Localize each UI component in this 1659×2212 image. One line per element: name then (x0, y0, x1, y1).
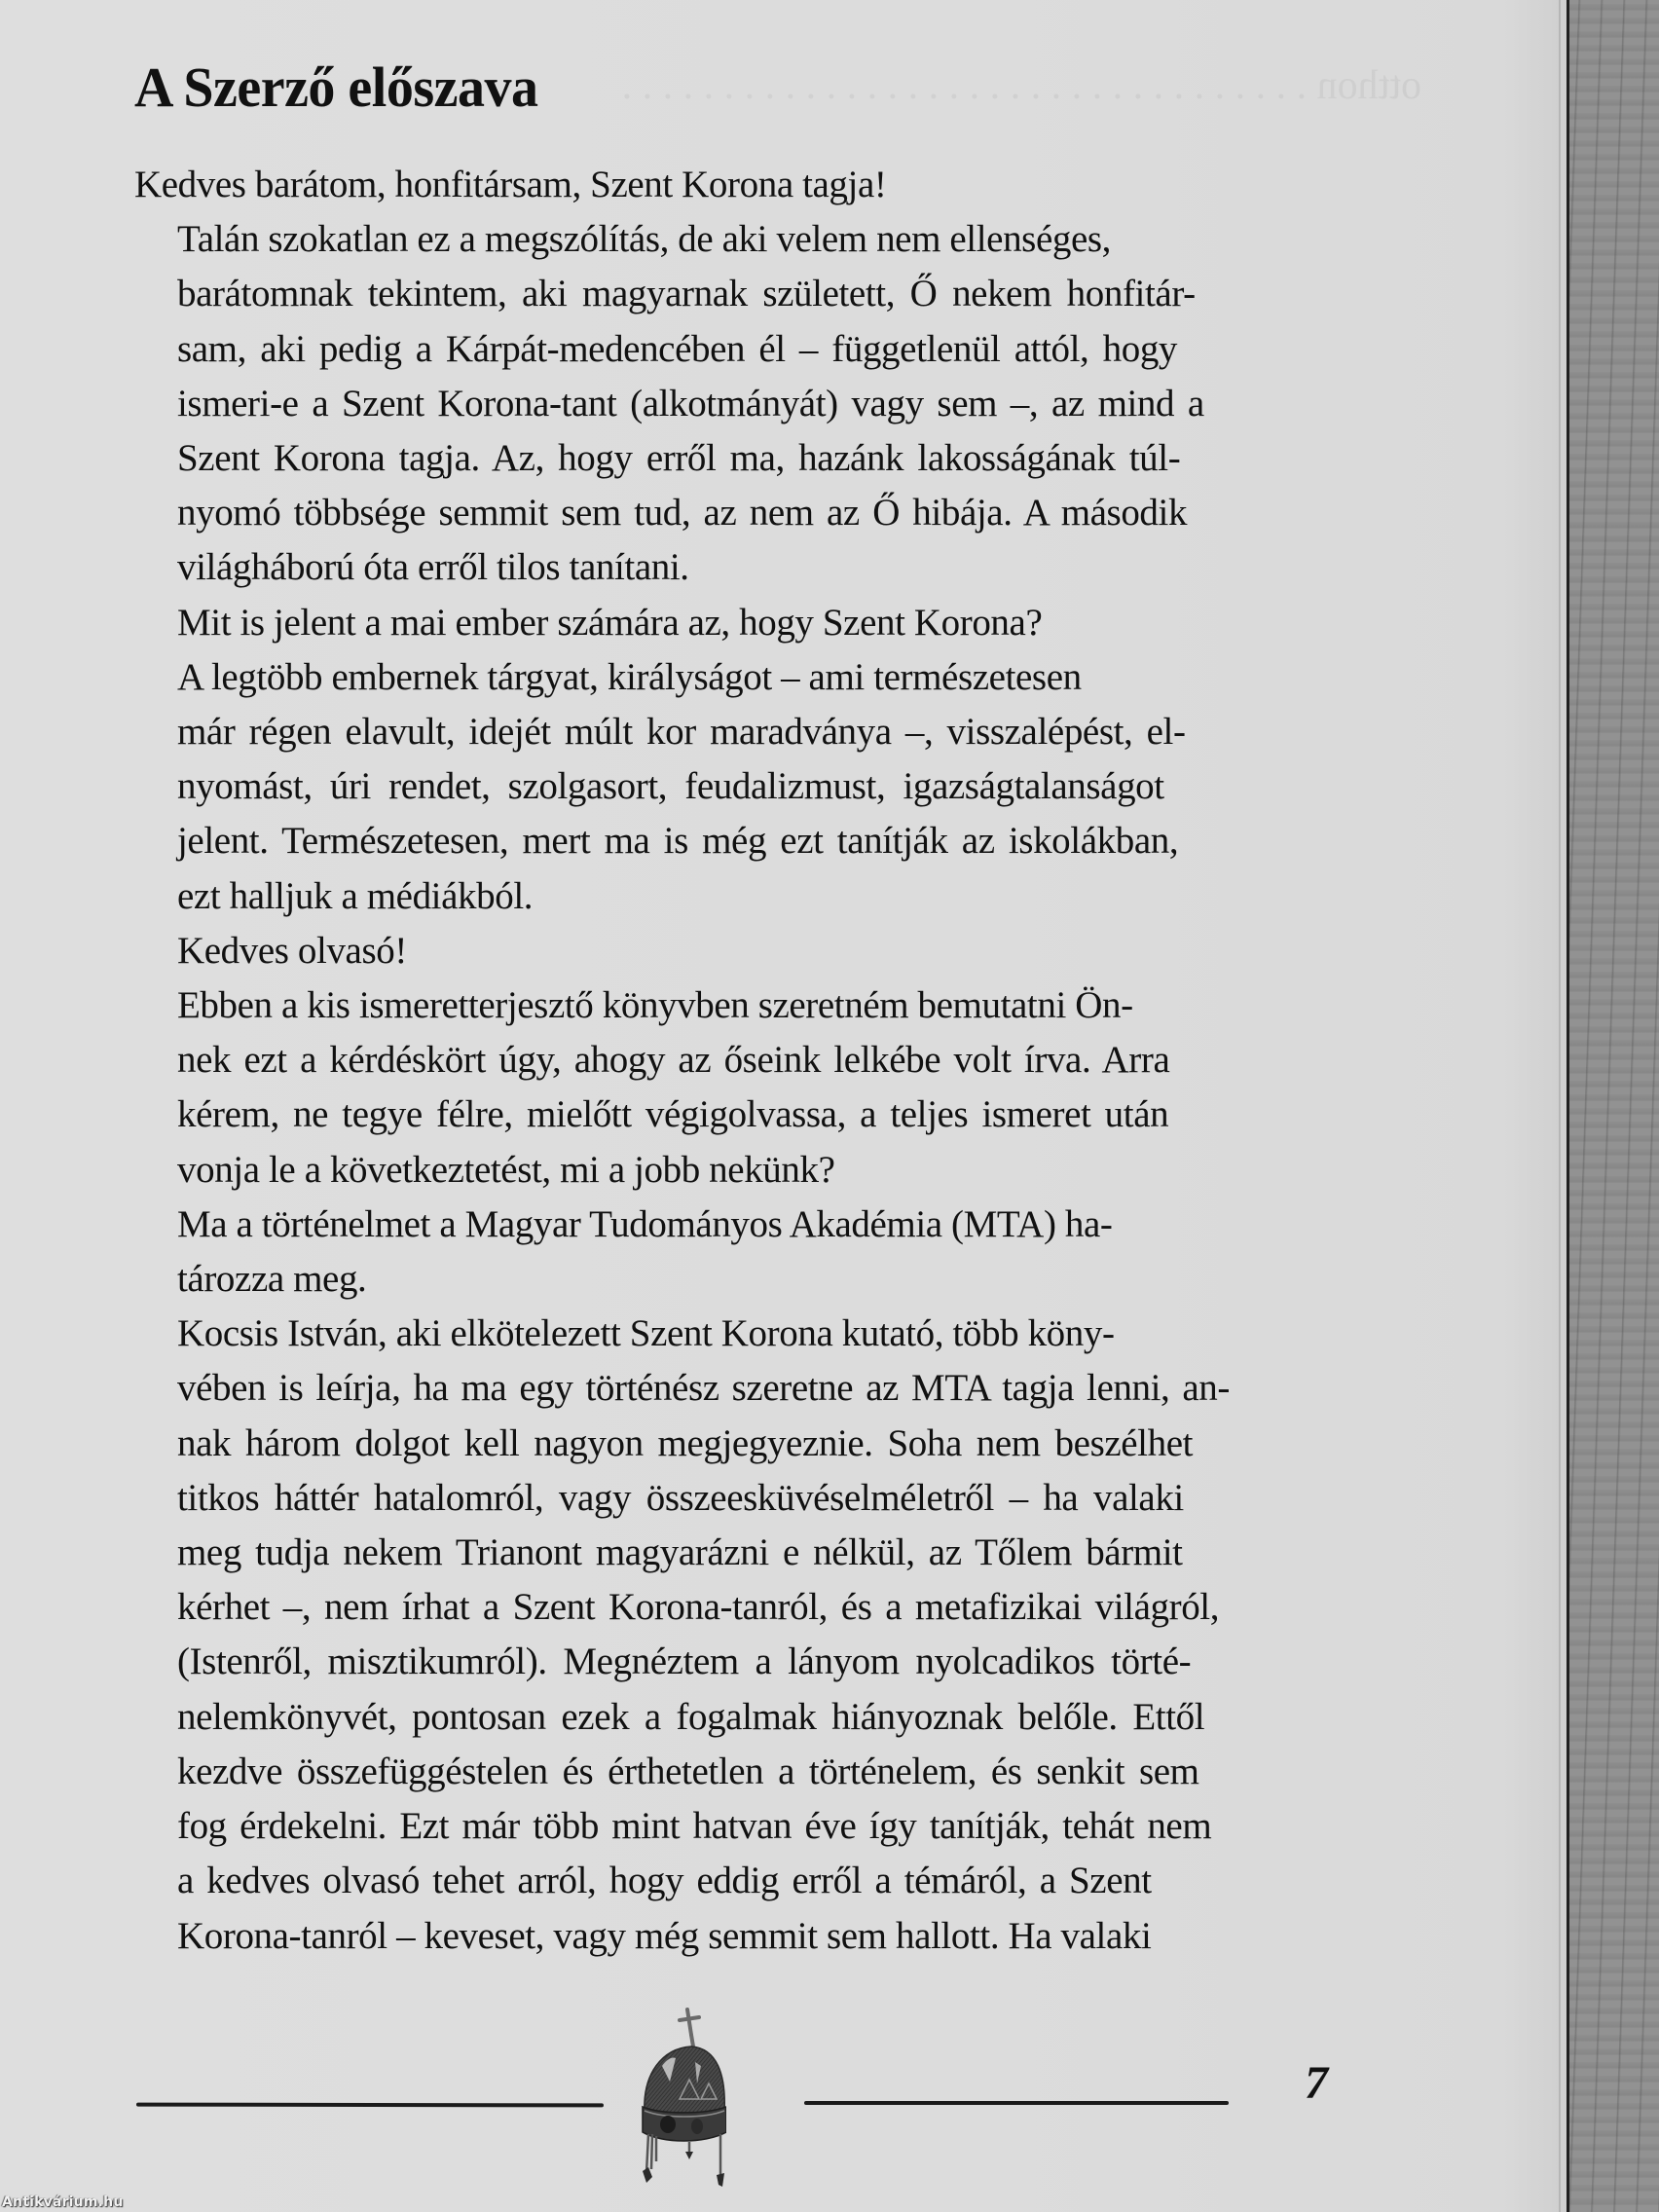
paragraph (134, 650, 1332, 924)
text-line: nyomást, úri rendet, szolgasort, feudalizmust, igazságtalanságot (177, 765, 1164, 808)
text-line: Szent Korona tagja. Az, hogy erről ma, hazánk lakosságának túl- (177, 437, 1181, 480)
text-line: (Istenről, misztikumról). Megnéztem a lányom nyolcadikos törté- (177, 1641, 1192, 1683)
page-edge (1559, 0, 1561, 2212)
footer-rule-right (804, 2101, 1229, 2105)
text-line: kérem, ne tegye félre, mielőtt végigolvassa, a teljes ismeret után (177, 1093, 1169, 1136)
text-line: világháború óta erről tilos tanítani. (177, 546, 689, 589)
text-line: nelemkönyvét, pontosan ezek a fogalmak hiányoznak belőle. Ettől (177, 1695, 1205, 1738)
text-line: kérhet –, nem írhat a Szent Korona-tanról, és a metafizikai világról, (177, 1586, 1220, 1629)
text-line: ezt halljuk a médiákból. (177, 874, 534, 917)
paragraph (134, 924, 1332, 978)
text-line: meg tudja nekem Trianont magyarázni e nélkül, az Tőlem bármit (177, 1531, 1183, 1574)
footer-rule-left (136, 2103, 604, 2108)
text-line: ismeri-e a Szent Korona-tant (alkotmányát) vagy sem –, az mind a (177, 382, 1204, 424)
bleed-through-text: otthon . . . . . . . . . . . . . . . . . . . . . . . . . . . . . . . . . . (621, 63, 1421, 108)
paragraph (134, 1198, 1332, 1307)
text-line: Talán szokatlan ez a megszólítás, de aki velem nem ellenséges, (177, 218, 1111, 261)
page-content (134, 55, 1332, 1964)
paragraph (134, 212, 1332, 595)
text-line: tározza meg. (177, 1258, 367, 1301)
text-line: sam, aki pedig a Kárpát-medencében él – függetlenül attól, hogy (177, 327, 1178, 370)
text-line: már régen elavult, idejét múlt kor maradványa –, visszalépést, el- (177, 711, 1186, 754)
text-line: vonja le a következtetést, mi a jobb nekünk? (177, 1148, 835, 1191)
text-line: Ebben a kis ismeretterjesztő könyvben szeretném bemutatni Ön- (177, 984, 1133, 1027)
text-line: Kocsis István, aki elkötelezett Szent Korona kutató, több köny- (177, 1312, 1115, 1355)
wooden-backdrop (1569, 0, 1659, 2212)
text-line: jelent. Természetesen, mert ma is még ezt tanítják az iskolákban, (177, 820, 1179, 863)
paragraph (134, 596, 1332, 650)
text-line: Kedves olvasó! (177, 929, 407, 972)
text-line: vében is leírja, ha ma egy történész szeretne az MTA tagja lenni, an- (177, 1367, 1230, 1410)
paragraph (134, 978, 1332, 1198)
chapter-title: A Szerző előszava (134, 56, 538, 120)
text-line: Kedves barátom, honfitársam, Szent Korona tagja! (134, 164, 887, 205)
body-text (134, 158, 1332, 1964)
text-line: Ma a történelmet a Magyar Tudományos Akadémia (MTA) ha- (177, 1202, 1113, 1245)
text-line: nek ezt a kérdéskört úgy, ahogy az őseink lelkébe volt írva. Arra (177, 1039, 1170, 1082)
text-line: titkos háttér hatalomról, vagy összeesküvéselméletről – ha valaki (177, 1476, 1184, 1519)
crown-icon (633, 2006, 726, 2191)
text-line: kezdve összefüggéstelen és érthetetlen a történelem, és senkit sem (177, 1750, 1199, 1792)
paragraph (134, 158, 1332, 212)
paragraph (134, 1307, 1332, 1963)
text-line: barátomnak tekintem, aki magyarnak született, Ő nekem honfitár- (177, 273, 1196, 315)
text-line: fog érdekelni. Ezt már több mint hatvan éve így tanítják, tehát nem (177, 1805, 1212, 1848)
watermark: Antikvárium.hu (2, 2194, 124, 2210)
text-line: nak három dolgot kell nagyon megjegyeznie. Soha nem beszélhet (177, 1421, 1194, 1464)
text-line: A legtöbb embernek tárgyat, királyságot – ami természetesen (177, 655, 1082, 698)
crown-cross (680, 2009, 699, 2046)
page-number: 7 (1305, 2057, 1328, 2109)
text-line: a kedves olvasó tehet arról, hogy eddig erről a témáról, a Szent (177, 1860, 1152, 1902)
text-line: nyomó többsége semmit sem tud, az nem az Ő hibája. A második (177, 492, 1188, 535)
text-line: Mit is jelent a mai ember számára az, hogy Szent Korona? (177, 601, 1043, 644)
text-line: Korona-tanról – keveset, vagy még semmit sem hallott. Ha valaki (177, 1914, 1152, 1957)
